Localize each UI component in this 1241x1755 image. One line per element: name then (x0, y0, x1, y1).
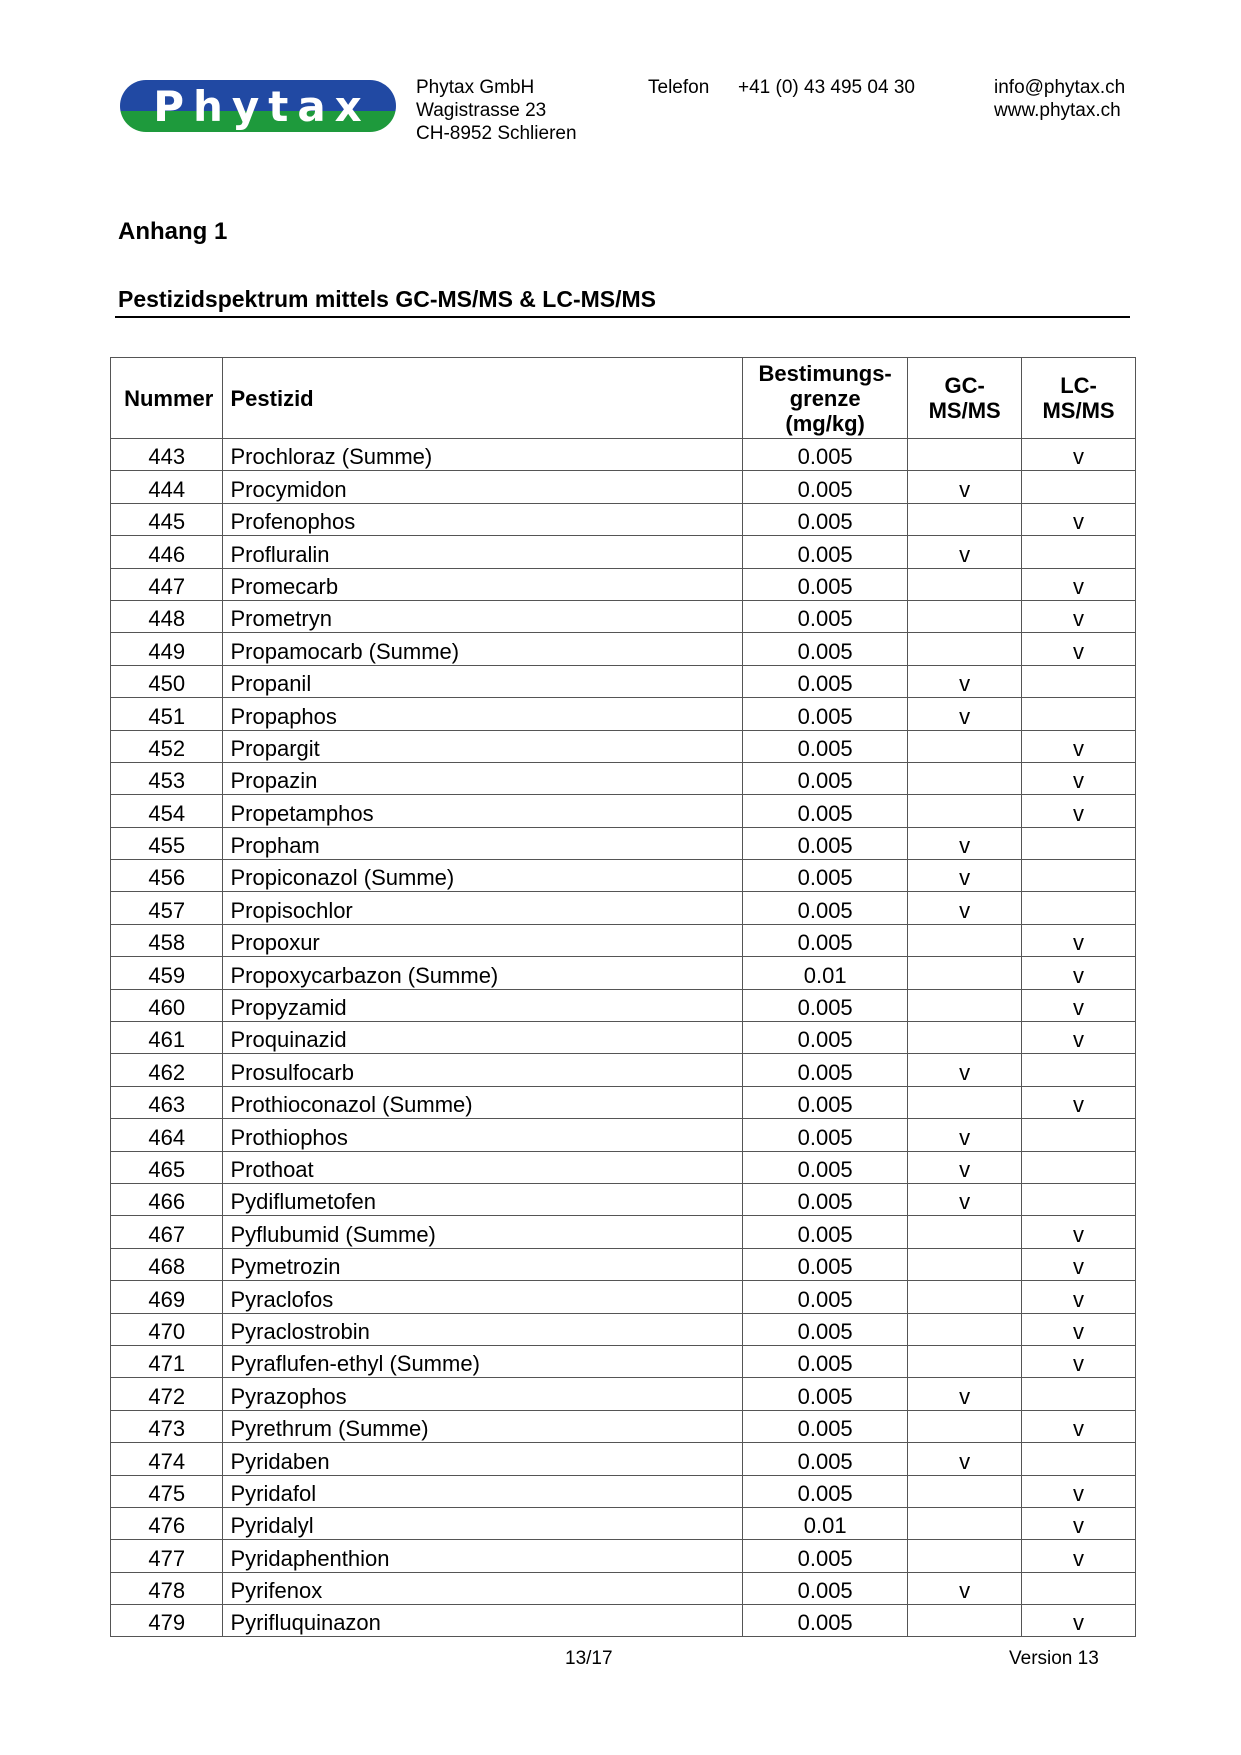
cell-number: 449 (111, 633, 223, 665)
cell-lc-msms: v (1022, 1507, 1136, 1539)
table-row (111, 1345, 1136, 1377)
cell-gc-msms (908, 1345, 1022, 1377)
company-name: Phytax GmbH (416, 77, 535, 98)
cell-lc-msms (1022, 1119, 1136, 1151)
cell-lc-msms: v (1022, 762, 1136, 794)
table-row (111, 1605, 1136, 1637)
cell-lc-msms (1022, 892, 1136, 924)
cell-lc-msms: v (1022, 1605, 1136, 1637)
cell-number: 464 (111, 1119, 223, 1151)
table-row (111, 1216, 1136, 1248)
website-link[interactable]: www.phytax.ch (994, 100, 1121, 121)
cell-limit: 0.005 (743, 1216, 908, 1248)
cell-gc-msms (908, 1410, 1022, 1442)
company-city: CH-8952 Schlieren (416, 123, 577, 144)
table-row (111, 989, 1136, 1021)
phone-label: Telefon (648, 77, 710, 98)
title-divider (115, 316, 1130, 318)
cell-pesticide: Pyflubumid (Summe) (223, 1216, 743, 1248)
cell-lc-msms: v (1022, 1475, 1136, 1507)
cell-pesticide: Prosulfocarb (223, 1054, 743, 1086)
table-row (111, 665, 1136, 697)
cell-limit: 0.005 (743, 1183, 908, 1215)
cell-number: 472 (111, 1378, 223, 1410)
cell-gc-msms: v (908, 860, 1022, 892)
table-row (111, 600, 1136, 632)
table-row (111, 1183, 1136, 1215)
cell-lc-msms (1022, 860, 1136, 892)
contact-web (994, 76, 1125, 122)
cell-limit: 0.005 (743, 730, 908, 762)
cell-limit: 0.005 (743, 1086, 908, 1118)
table-row (111, 1281, 1136, 1313)
cell-pesticide: Pyridafol (223, 1475, 743, 1507)
cell-pesticide: Pyrifenox (223, 1572, 743, 1604)
header-limit-line: grenze (789, 385, 861, 411)
cell-limit: 0.005 (743, 536, 908, 568)
cell-lc-msms: v (1022, 1313, 1136, 1345)
cell-gc-msms (908, 989, 1022, 1021)
cell-pesticide: Pyrifluquinazon (223, 1605, 743, 1637)
cell-number: 445 (111, 503, 223, 535)
cell-gc-msms (908, 795, 1022, 827)
cell-pesticide: Propiconazol (Summe) (223, 860, 743, 892)
cell-limit: 0.005 (743, 1151, 908, 1183)
cell-pesticide: Pyridaben (223, 1443, 743, 1475)
header-gc-line: MS/MS (928, 398, 1001, 423)
cell-limit: 0.005 (743, 762, 908, 794)
cell-lc-msms (1022, 665, 1136, 697)
cell-lc-msms (1022, 1443, 1136, 1475)
cell-gc-msms (908, 730, 1022, 762)
cell-pesticide: Propoxur (223, 924, 743, 956)
cell-limit: 0.005 (743, 439, 908, 471)
cell-number: 479 (111, 1605, 223, 1637)
header-lc-msms (1022, 358, 1136, 439)
cell-gc-msms (908, 1605, 1022, 1637)
cell-pesticide: Propanil (223, 665, 743, 697)
cell-pesticide: Pyridalyl (223, 1507, 743, 1539)
section-title: Anhang 1 (118, 218, 228, 245)
table-row (111, 568, 1136, 600)
cell-gc-msms: v (908, 1443, 1022, 1475)
cell-lc-msms: v (1022, 439, 1136, 471)
cell-lc-msms: v (1022, 795, 1136, 827)
cell-number: 452 (111, 730, 223, 762)
cell-pesticide: Propoxycarbazon (Summe) (223, 957, 743, 989)
cell-number: 468 (111, 1248, 223, 1280)
table-row (111, 1119, 1136, 1151)
cell-number: 467 (111, 1216, 223, 1248)
cell-number: 471 (111, 1345, 223, 1377)
cell-gc-msms (908, 1281, 1022, 1313)
table-row (111, 1248, 1136, 1280)
cell-pesticide: Pyrethrum (Summe) (223, 1410, 743, 1442)
cell-pesticide: Prothoat (223, 1151, 743, 1183)
cell-limit: 0.005 (743, 1119, 908, 1151)
cell-pesticide: Promecarb (223, 568, 743, 600)
cell-limit: 0.005 (743, 633, 908, 665)
cell-number: 451 (111, 698, 223, 730)
cell-lc-msms: v (1022, 1281, 1136, 1313)
page-number: 13/17 (565, 1648, 613, 1669)
cell-pesticide: Pyrazophos (223, 1378, 743, 1410)
document-version: Version 13 (1009, 1648, 1099, 1669)
cell-number: 470 (111, 1313, 223, 1345)
header-number: Nummer (111, 358, 223, 439)
cell-gc-msms (908, 633, 1022, 665)
table-row (111, 439, 1136, 471)
cell-lc-msms (1022, 1054, 1136, 1086)
cell-number: 465 (111, 1151, 223, 1183)
table-row (111, 1572, 1136, 1604)
table-row (111, 1540, 1136, 1572)
table-row (111, 1054, 1136, 1086)
cell-number: 456 (111, 860, 223, 892)
table-row (111, 1507, 1136, 1539)
cell-gc-msms: v (908, 665, 1022, 697)
cell-limit: 0.005 (743, 471, 908, 503)
cell-limit: 0.005 (743, 503, 908, 535)
page-subtitle: Pestizidspektrum mittels GC-MS/MS & LC-MS/MS (118, 286, 657, 312)
cell-number: 458 (111, 924, 223, 956)
cell-gc-msms (908, 762, 1022, 794)
table-row (111, 1378, 1136, 1410)
cell-lc-msms (1022, 698, 1136, 730)
cell-number: 473 (111, 1410, 223, 1442)
cell-limit: 0.01 (743, 1507, 908, 1539)
cell-pesticide: Pyraclofos (223, 1281, 743, 1313)
cell-lc-msms: v (1022, 1216, 1136, 1248)
cell-pesticide: Prometryn (223, 600, 743, 632)
cell-gc-msms: v (908, 1572, 1022, 1604)
table-row (111, 762, 1136, 794)
cell-number: 450 (111, 665, 223, 697)
cell-gc-msms (908, 1022, 1022, 1054)
pesticide-table (110, 357, 1136, 1637)
table-row (111, 1410, 1136, 1442)
cell-limit: 0.005 (743, 1540, 908, 1572)
cell-limit: 0.005 (743, 989, 908, 1021)
cell-limit: 0.005 (743, 665, 908, 697)
cell-limit: 0.005 (743, 600, 908, 632)
cell-lc-msms: v (1022, 730, 1136, 762)
cell-pesticide: Profluralin (223, 536, 743, 568)
cell-gc-msms: v (908, 1151, 1022, 1183)
cell-pesticide: Pyridaphenthion (223, 1540, 743, 1572)
cell-lc-msms: v (1022, 989, 1136, 1021)
cell-pesticide: Propetamphos (223, 795, 743, 827)
cell-pesticide: Prothiophos (223, 1119, 743, 1151)
table-row (111, 1443, 1136, 1475)
header-gc-msms (908, 358, 1022, 439)
cell-limit: 0.005 (743, 860, 908, 892)
header-limit (743, 358, 908, 439)
cell-gc-msms (908, 568, 1022, 600)
cell-gc-msms: v (908, 1119, 1022, 1151)
cell-lc-msms: v (1022, 568, 1136, 600)
cell-limit: 0.005 (743, 795, 908, 827)
cell-number: 463 (111, 1086, 223, 1118)
cell-pesticide: Prochloraz (Summe) (223, 439, 743, 471)
cell-limit: 0.005 (743, 1572, 908, 1604)
cell-limit: 0.005 (743, 924, 908, 956)
cell-lc-msms: v (1022, 1540, 1136, 1572)
table-row (111, 1086, 1136, 1118)
header-pesticide: Pestizid (223, 358, 743, 439)
header-lc-line: MS/MS (1042, 398, 1115, 423)
cell-limit: 0.005 (743, 568, 908, 600)
cell-gc-msms: v (908, 698, 1022, 730)
cell-limit: 0.005 (743, 1410, 908, 1442)
cell-pesticide: Proquinazid (223, 1022, 743, 1054)
cell-number: 474 (111, 1443, 223, 1475)
cell-gc-msms (908, 1086, 1022, 1118)
cell-limit: 0.01 (743, 957, 908, 989)
cell-pesticide: Pyraflufen-ethyl (Summe) (223, 1345, 743, 1377)
cell-lc-msms: v (1022, 503, 1136, 535)
cell-lc-msms (1022, 827, 1136, 859)
cell-number: 459 (111, 957, 223, 989)
table-row (111, 471, 1136, 503)
company-street: Wagistrasse 23 (416, 100, 547, 121)
table-row (111, 633, 1136, 665)
cell-number: 469 (111, 1281, 223, 1313)
table-row (111, 795, 1136, 827)
cell-gc-msms (908, 1216, 1022, 1248)
cell-pesticide: Profenophos (223, 503, 743, 535)
cell-lc-msms: v (1022, 633, 1136, 665)
cell-limit: 0.005 (743, 1248, 908, 1280)
header-gc-line: GC- (944, 373, 985, 398)
cell-lc-msms (1022, 1183, 1136, 1215)
table-row (111, 957, 1136, 989)
cell-lc-msms (1022, 536, 1136, 568)
cell-gc-msms: v (908, 1054, 1022, 1086)
cell-pesticide: Propazin (223, 762, 743, 794)
cell-gc-msms: v (908, 536, 1022, 568)
cell-lc-msms: v (1022, 1410, 1136, 1442)
cell-number: 444 (111, 471, 223, 503)
cell-limit: 0.005 (743, 1605, 908, 1637)
cell-pesticide: Procymidon (223, 471, 743, 503)
cell-gc-msms (908, 1475, 1022, 1507)
table-row (111, 730, 1136, 762)
header-limit-line: (mg/kg) (785, 410, 865, 436)
cell-pesticide: Propham (223, 827, 743, 859)
cell-limit: 0.005 (743, 1022, 908, 1054)
table-row (111, 892, 1136, 924)
table-row (111, 860, 1136, 892)
cell-number: 477 (111, 1540, 223, 1572)
cell-pesticide: Propisochlor (223, 892, 743, 924)
cell-lc-msms: v (1022, 1345, 1136, 1377)
table-row (111, 698, 1136, 730)
table-row (111, 1022, 1136, 1054)
cell-gc-msms (908, 600, 1022, 632)
cell-gc-msms (908, 957, 1022, 989)
cell-pesticide: Propamocarb (Summe) (223, 633, 743, 665)
cell-number: 475 (111, 1475, 223, 1507)
cell-number: 461 (111, 1022, 223, 1054)
cell-lc-msms: v (1022, 957, 1136, 989)
logo-text: Phytax (153, 81, 371, 131)
cell-gc-msms (908, 439, 1022, 471)
cell-gc-msms: v (908, 1378, 1022, 1410)
cell-limit: 0.005 (743, 827, 908, 859)
cell-number: 462 (111, 1054, 223, 1086)
cell-lc-msms: v (1022, 600, 1136, 632)
cell-lc-msms (1022, 471, 1136, 503)
cell-number: 447 (111, 568, 223, 600)
table-row (111, 1151, 1136, 1183)
cell-pesticide: Prothioconazol (Summe) (223, 1086, 743, 1118)
table-header-row (111, 358, 1136, 439)
cell-limit: 0.005 (743, 1475, 908, 1507)
cell-pesticide: Propargit (223, 730, 743, 762)
table-row (111, 827, 1136, 859)
email-link[interactable]: info@phytax.ch (994, 77, 1126, 98)
cell-limit: 0.005 (743, 1281, 908, 1313)
cell-lc-msms (1022, 1151, 1136, 1183)
table-row (111, 536, 1136, 568)
cell-gc-msms (908, 1248, 1022, 1280)
cell-limit: 0.005 (743, 892, 908, 924)
cell-limit: 0.005 (743, 1443, 908, 1475)
cell-gc-msms: v (908, 471, 1022, 503)
cell-limit: 0.005 (743, 1378, 908, 1410)
cell-gc-msms (908, 503, 1022, 535)
cell-gc-msms (908, 924, 1022, 956)
cell-number: 476 (111, 1507, 223, 1539)
table-row (111, 1475, 1136, 1507)
cell-gc-msms (908, 1507, 1022, 1539)
header-limit-line: Bestimungs- (758, 360, 892, 386)
cell-gc-msms (908, 1313, 1022, 1345)
cell-number: 443 (111, 439, 223, 471)
cell-number: 446 (111, 536, 223, 568)
cell-pesticide: Pydiflumetofen (223, 1183, 743, 1215)
cell-lc-msms (1022, 1378, 1136, 1410)
cell-number: 453 (111, 762, 223, 794)
cell-limit: 0.005 (743, 1054, 908, 1086)
cell-pesticide: Propyzamid (223, 989, 743, 1021)
table-row (111, 1313, 1136, 1345)
cell-number: 454 (111, 795, 223, 827)
cell-number: 460 (111, 989, 223, 1021)
cell-gc-msms: v (908, 1183, 1022, 1215)
cell-lc-msms: v (1022, 924, 1136, 956)
cell-pesticide: Pymetrozin (223, 1248, 743, 1280)
company-logo (120, 80, 396, 132)
cell-lc-msms (1022, 1572, 1136, 1604)
cell-lc-msms: v (1022, 1086, 1136, 1118)
cell-limit: 0.005 (743, 1345, 908, 1377)
phone-number: +41 (0) 43 495 04 30 (738, 77, 915, 98)
cell-number: 448 (111, 600, 223, 632)
table-row (111, 503, 1136, 535)
cell-pesticide: Pyraclostrobin (223, 1313, 743, 1345)
cell-gc-msms: v (908, 827, 1022, 859)
cell-pesticide: Propaphos (223, 698, 743, 730)
cell-number: 455 (111, 827, 223, 859)
cell-gc-msms (908, 1540, 1022, 1572)
table-row (111, 924, 1136, 956)
cell-limit: 0.005 (743, 1313, 908, 1345)
cell-number: 478 (111, 1572, 223, 1604)
cell-gc-msms: v (908, 892, 1022, 924)
cell-number: 457 (111, 892, 223, 924)
header-lc-line: LC- (1060, 373, 1097, 398)
cell-number: 466 (111, 1183, 223, 1215)
cell-lc-msms: v (1022, 1248, 1136, 1280)
cell-limit: 0.005 (743, 698, 908, 730)
cell-lc-msms: v (1022, 1022, 1136, 1054)
company-address (416, 76, 577, 145)
